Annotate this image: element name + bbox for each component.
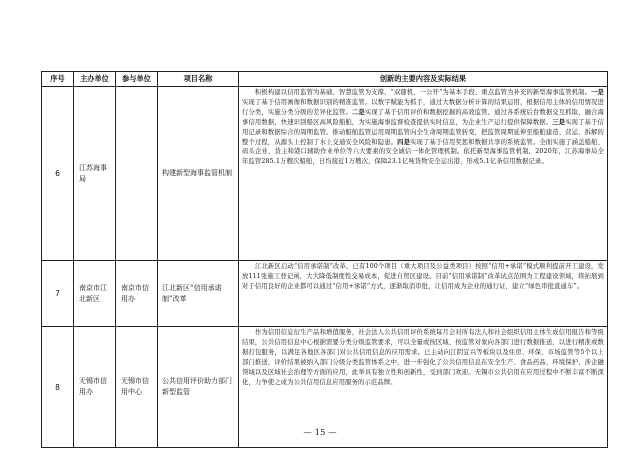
page-number: — 15 — (303, 428, 337, 438)
header-content: 创新的主要内容及实际结果 (239, 72, 608, 87)
description-text: 作为信用信息衍生产品和增值服务，社会法人公共信用评价系统每月会对所有法人和社会组织信用主体生成信用报告和等级结果，公共信用信息中心根据需要分类分级监管要求，可以全量或按区域、按监管对象向各部门进行数据推送，以进行精准或数据打包服务，以满足各地区各部门对公共信用信息的应用需求。已主动向江阴宜兴等板块以及住房、环保、市场监管等5个以上部门推送，评价结果被纳入部门分级分类监管体系之中，进一步强化了公共信用信息在安全生产、食品药品、环境保护、涉企融领域以及区域社会治理等方面的应用，此举具有独立性和创新性，受到部门欢迎。无锡市公共信用在应用过程中不断丰富不断深化，力争使之成为公共信用信息应用服务的示范品牌。 (242, 329, 604, 386)
description-text: 积极构建以信用监管为基础、智慧监管为支撑、“双随机、一公开”为基本手段、重点监管为补充的新型海事监管机制。 (254, 89, 592, 96)
point-marker: 一是 (591, 89, 604, 96)
partner-unit: 南京市信用办 (116, 261, 158, 327)
host-unit: 江苏海事局 (74, 87, 116, 261)
host-unit: 南京市江北新区 (74, 261, 116, 327)
point-marker: 二是 (351, 108, 365, 116)
content-description (239, 87, 608, 261)
description-text: 实现了基于信用记录和数据综合的周期监管。推动船舶监管运用周期监管向全生命周期监管转变，把监管周期延伸至船舶建造、营运、拆解的整个过程，从源头上控制了水上交通安全风险和隐患。 (242, 118, 604, 146)
table-row (42, 87, 608, 261)
host-unit: 无锡市信用办 (74, 327, 116, 448)
description-text: 实现了基于信用评价和数据挖掘的高效监管。通过各系统后台数据交互抓取，融合海事信用数据，快速识别船区高风险船舶，为实施海事监督检查提供实时信息，为企业生产运行提供保障数据。 (242, 108, 604, 126)
project-name: 公共信用评价助力部门新型监管 (158, 327, 239, 448)
point-marker: 四是 (397, 138, 411, 146)
description-text: 实现了基于信用奖惩和数据共享的系统监管。全面实施了涵盖船舶、码头企业、货主和港口辅助作业单位等六大要素的安全诚信一体化管理机制。依托新型海事监管机制，2020年，江苏海事局全年监管285.1万艘次船舶，日均接近1万艘次，保障23.1亿吨货物安全运出港，形成5.1亿条信用数据记录。 (242, 138, 604, 166)
description-text: 江北新区启动“信用承诺制”改革，已有100个项目（重大项目及公益类项目）按照“信用+承诺”模式顺利提前开工建设，发放111张施工登记函，大大降低制度性交易成本，促进自贸区建设。目前“信用承诺制”改革试点范围为工程建设领域，将拓展到对于信用良好的企业都可以通过“信用+承诺”方式，逐渐取消审批，让信用成为企业的通行证，建立“绿色审批直通车”。 (242, 263, 604, 290)
innovation-table (41, 71, 608, 448)
row-number: 8 (42, 327, 74, 448)
description-text: 实现了基于信用画像和数据识别的精准监管。以数字赋能为抓手，通过大数据分析计算的结果运用，根据信用主体的信用情况进行分类，实施分类分级的差异化监管。 (242, 98, 604, 116)
partner-unit (116, 87, 158, 261)
project-name: 江北新区“信用承诺制”改革 (158, 261, 239, 327)
point-marker: 三是 (552, 118, 566, 126)
header-host: 主办单位 (74, 72, 116, 87)
row-number: 6 (42, 87, 74, 261)
row-number: 7 (42, 261, 74, 327)
project-name: 构建新型海事监管机制 (158, 87, 239, 261)
partner-unit: 无锡市信用中心 (116, 327, 158, 448)
table-header-row (42, 72, 608, 87)
content-description (239, 261, 608, 327)
header-partner: 参与单位 (116, 72, 158, 87)
header-project: 项目名称 (158, 72, 239, 87)
table-row (42, 261, 608, 327)
header-seq: 序号 (42, 72, 74, 87)
